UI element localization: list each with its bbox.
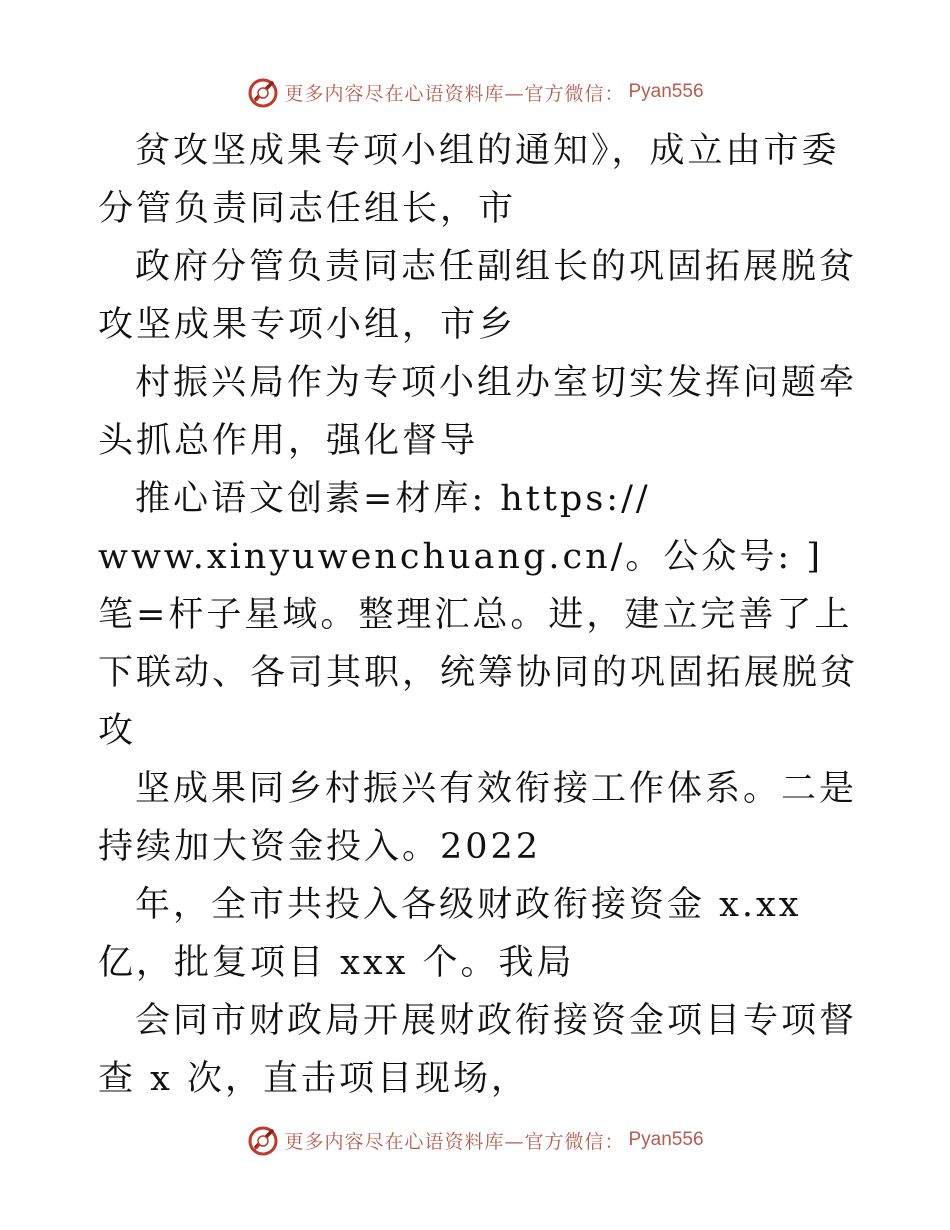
paragraph: 政府分管负责同志任副组长的巩固拓展脱贫攻坚成果专项小组，市乡 [98,247,858,345]
footer-banner-inner [246,1123,703,1157]
footer-banner-text: 更多内容尽在心语资料库—官方微信： [284,1130,625,1153]
paragraph: 会同市财政局开展财政衔接资金项目专项督查 x 次，直击项目现场， [98,1001,858,1099]
paragraph: 推心语文创素=材库: https:// [135,479,651,519]
paragraph: 村振兴局作为专项小组办室切实发挥问题牵头抓总作用，强化督导 [98,363,858,461]
header-banner-inner [246,75,703,109]
document-body [98,122,858,1108]
brush-logo-icon [246,1123,280,1157]
header-banner [0,72,950,112]
paragraph: 坚成果同乡村振兴有效衔接工作体系。二是持续加大资金投入。2022 [98,769,858,867]
paragraph: 年，全市共投入各级财政衔接资金 x.xx 亿，批复项目 xxx 个。我局 [98,885,802,983]
header-wechat-id: Pyan556 [628,81,704,102]
paragraph: www.xinyuwenchuang.cn/。公众号: ]笔=杆子星域。整理汇总。进，建立完善了上下联动、各司其职，统筹协同的巩固拓展脱贫攻 [98,537,859,751]
header-banner-text: 更多内容尽在心语资料库—官方微信： [284,82,625,105]
paragraph: 贫攻坚成果专项小组的通知》，成立由市委分管负责同志任组长，市 [98,131,840,229]
footer-wechat-id: Pyan556 [628,1129,704,1150]
footer-banner [0,1120,950,1160]
brush-logo-icon [246,75,280,109]
